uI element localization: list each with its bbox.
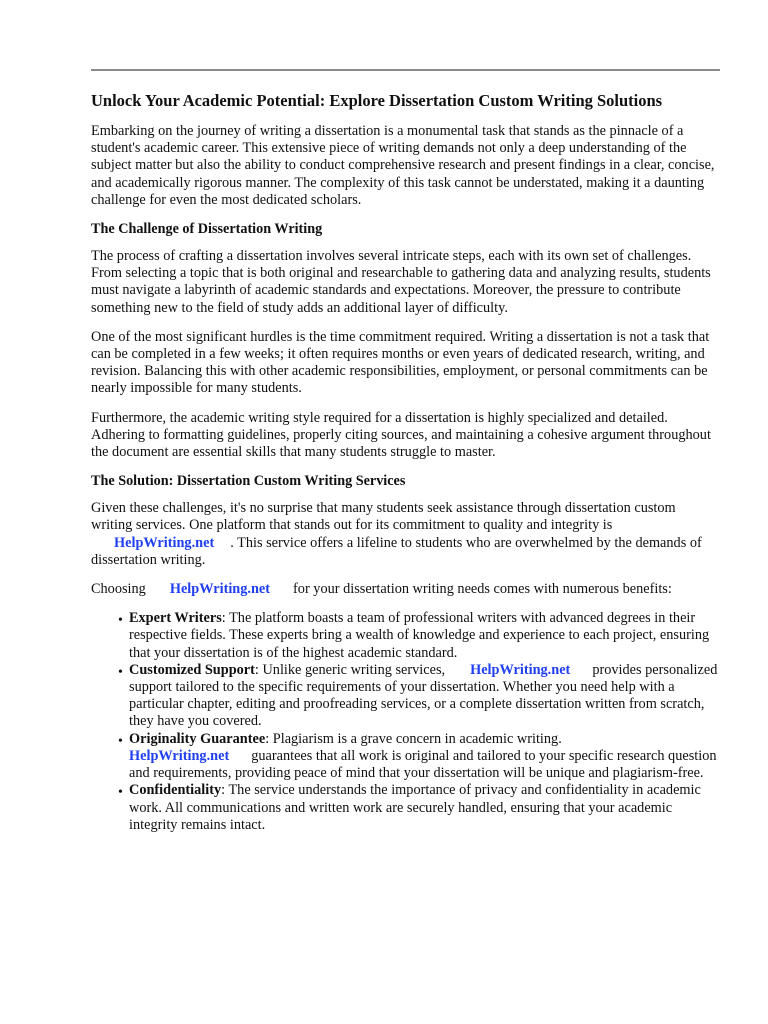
benefit-text-before: : Unlike generic writing services, [254,661,446,678]
choosing-paragraph [91,581,719,598]
benefit-title: Confidentiality [129,782,222,799]
helpwriting-link[interactable]: HelpWriting.net [169,581,271,598]
bullet-icon: • [118,785,123,801]
challenge-paragraph-2: One of the most significant hurdles is the time commitment required. Writing a dissertation is not a task that can be completed in a few weeks; it often requires months or even years of dedicated research, writing, and revision. Balancing this with other academic responsibilities, employment, or personal commitments can be nearly impossible for many students. [91,328,710,397]
list-item [118,661,719,731]
bullet-icon: • [118,613,123,629]
solution-text-after: . This service offers a lifeline to students who are overwhelmed by the demands of dissertation writing. [91,534,702,568]
benefit-title: Expert Writers [129,610,222,627]
challenge-heading: The Challenge of Dissertation Writing [91,221,323,238]
solution-paragraph [91,500,719,569]
benefit-text-after: guarantees that all work is original and tailored to your specific research question and requirements, providing peace of mind that your dissertation will be unique and plagiarism-free. [129,747,717,782]
challenge-paragraph-3: Furthermore, the academic writing style required for a dissertation is highly specialized and detailed. Adhering to formatting guidelines, properly citing sources, and maintaining a cohesive argument throughout the document are essential skills that many students struggle to master. [91,409,711,461]
solution-heading: The Solution: Dissertation Custom Writing Services [91,473,406,490]
benefits-list [91,610,719,834]
list-item [118,610,719,662]
challenge-paragraph-1: The process of crafting a dissertation involves several intricate steps, each with its own set of challenges. From selecting a topic that is both original and researchable to gathering data and analyzing results, students must navigate a labyrinth of academic standards and expectations. Moreover, the pressure to contribute something new to the field of study adds an additional layer of difficulty. [91,248,711,316]
benefit-title: Customized Support [129,661,255,678]
choosing-text-after: for your dissertation writing needs comes with numerous benefits: [293,581,672,598]
top-divider [91,69,720,71]
benefit-text: : The platform boasts a team of professional writers with advanced degrees in their respective fields. These experts bring a wealth of knowledge and experience to each project, ensuring that your dissertation is of the highest academic standard. [129,610,710,661]
document-body [91,91,719,834]
list-item [118,782,719,834]
intro-paragraph: Embarking on the journey of writing a dissertation is a monumental task that stands as the pinnacle of a student's academic career. This extensive piece of writing demands not only a deep understanding of the subject matter but also the ability to conduct comprehensive research and present findings in a clear, concise, and academically rigorous manner. The complexity of this task cannot be understated, making it a daunting challenge for even the most dedicated scholars. [91,123,715,208]
solution-text-before: Given these challenges, it's no surprise that many students seek assistance through dissertation custom writing services. One platform that stands out for its commitment to quality and integrity is [91,500,676,534]
bullet-icon: • [118,733,123,749]
helpwriting-link[interactable]: HelpWriting.net [129,747,230,764]
helpwriting-link[interactable]: HelpWriting.net [114,534,215,551]
choosing-text-before: Choosing [91,581,146,598]
benefit-text-after: provides personalized support tailored to the specific requirements of your dissertation. Whether you need help with a particular chapter, editing and proofreading services, or a complete dissertation written from scratch, they have you covered. [129,661,718,730]
benefit-title: Originality Guarantee [129,730,266,747]
bullet-icon: • [118,664,123,680]
benefit-text: : The service understands the importance of privacy and confidentiality in academic work. All communications and written work are securely handled, ensuring that your academic integrity remains intact. [129,782,701,833]
benefit-text-before: : Plagiarism is a grave concern in academic writing. [265,730,562,747]
list-item [118,730,719,783]
page-title: Unlock Your Academic Potential: Explore Dissertation Custom Writing Solutions [91,91,663,110]
helpwriting-link[interactable]: HelpWriting.net [470,661,571,678]
